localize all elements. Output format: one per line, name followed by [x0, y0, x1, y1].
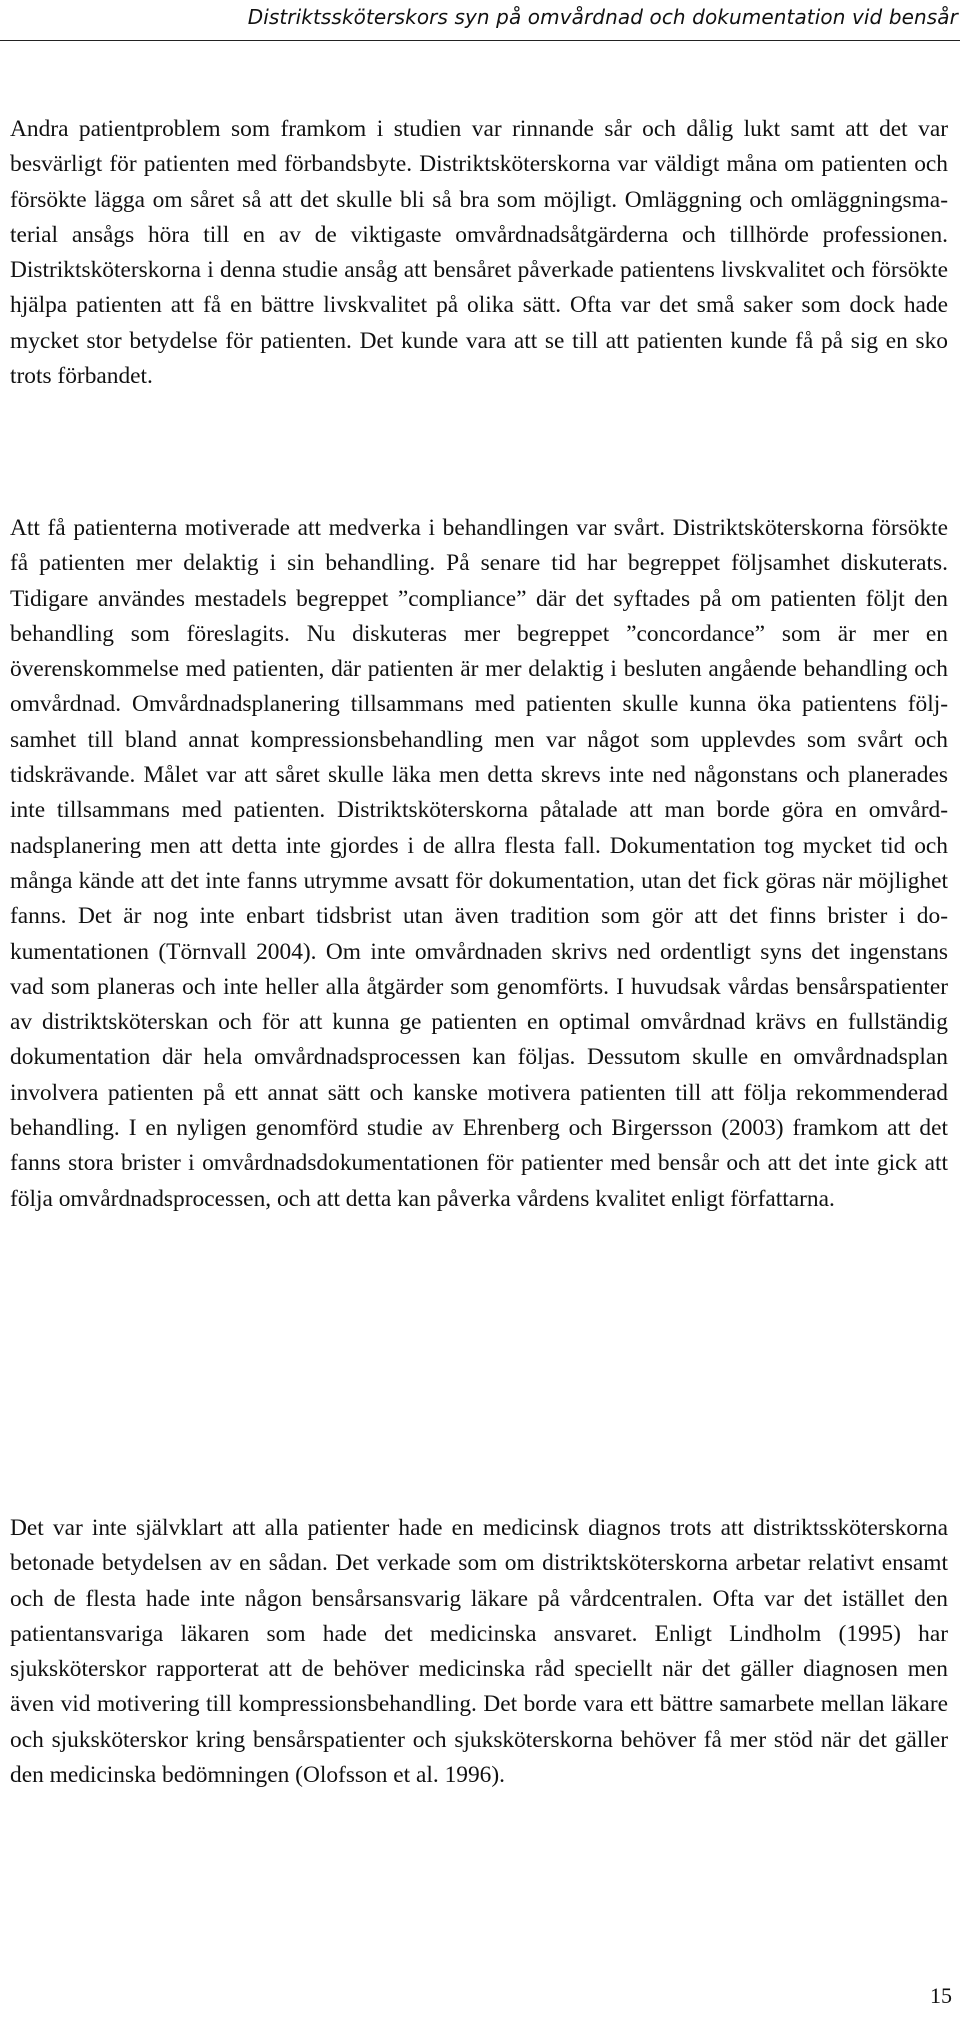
- running-header: Distriktssköterskors syn på omvårdnad och dokumentation vid bensår: [247, 5, 958, 29]
- paragraph-2: Att få patienterna motiverade att medverka i behandlingen var svårt. Distriktsköterskorna försökte få patienten mer delaktig i sin behandling. På senare tid har begreppet följsamhet diskuterats. Tidigare användes mestadels begreppet ”compliance” där det syftades på om patienten följt den behandling som föreslagits. Nu diskuteras mer begreppet ”concordance” som är mer en överenskommelse med patienten, där patienten är mer delaktig i besluten angående behandling och omvårdnad. Omvårdnadsplanering tillsammans med patienten skulle kunna öka patientens följsamhet till bland annat kompressionsbehandling men var något som upplevdes som svårt och tidskrävande. Målet var att såret skulle läka men detta skrevs inte ned någonstans och planerades inte tillsammans med patienten. Distriktsköterskorna påtalade att man borde göra en omvårdnadsplanering men att detta inte gjordes i de allra flesta fall. Dokumentation tog mycket tid och många kände att det inte fanns utrymme avsatt för dokumentation, utan det fick göras när möjlighet fanns. Det är nog inte enbart tidsbrist utan även tradition som gör att det finns brister i dokumentationen (Törnvall 2004). Om inte omvårdnaden skrivs ned ordentligt syns det ingenstans vad som planeras och inte heller alla åtgärder som genomförts. I huvudsak vårdas bensårspatienter av distriktsköterskan och för att kunna ge patienten en optimal omvårdnad krävs en fullständig dokumentation där hela omvårdnadsprocessen kan följas. Dessutom skulle en omvårdnadsplan involvera patienten på ett annat sätt och kanske motivera patienten till att följa rekommenderad behandling. I en nyligen genomförd studie av Ehrenberg och Birgersson (2003) framkom att det fanns stora brister i omvårdnadsdokumentationen för patienter med bensår och att det inte gick att följa omvårdnadsprocessen, och att detta kan påverka vårdens kvalitet enligt författarna.: [10, 515, 948, 1212]
- header-rule: [0, 40, 960, 41]
- page-number: 15: [930, 1983, 952, 2008]
- paragraph-1: Andra patientproblem som framkom i studien var rinnande sår och dålig lukt samt att det var besvärligt för patienten med förbandsbyte. Distriktsköterskorna var väldigt måna om patienten och försökte lägga om såret så att det skulle bli så bra som möjligt. Omläggning och omläggningsmaterial ansågs höra till en av de viktigaste omvårdnadsåtgärderna och tillhörde professionen. Distriktsköterskorna i denna studie ansåg att bensåret påverkade patientens livskvalitet och försökte hjälpa patienten att få en bättre livskvalitet på olika sätt. Ofta var det små saker som dock hade mycket stor betydelse för patienten. Det kunde vara att se till att patienten kunde få på sig en sko trots förbandet.: [10, 116, 948, 390]
- paragraph-3: Det var inte självklart att alla patienter hade en medicinsk diagnos trots att distriktssköterskorna betonade betydelsen av en sådan. Det verkade som om distriktsköterskorna arbetar relativt ensamt och de flesta hade inte någon bensårsansvarig läkare på vårdcentralen. Ofta var det istället den patientansvariga läkaren som hade det medicinska ansvaret. Enligt Lindholm (1995) har sjuksköterskor rapporterat att de behöver medicinska råd speciellt när det gäller diagnosen men även vid motivering till kompressionsbehandling. Det borde vara ett bättre samarbete mellan läkare och sjuksköterskor kring bensårspatienter och sjuksköterskorna behöver få mer stöd när det gäller den medicinska bedömningen (Olofsson et al. 1996).: [10, 1515, 948, 1789]
